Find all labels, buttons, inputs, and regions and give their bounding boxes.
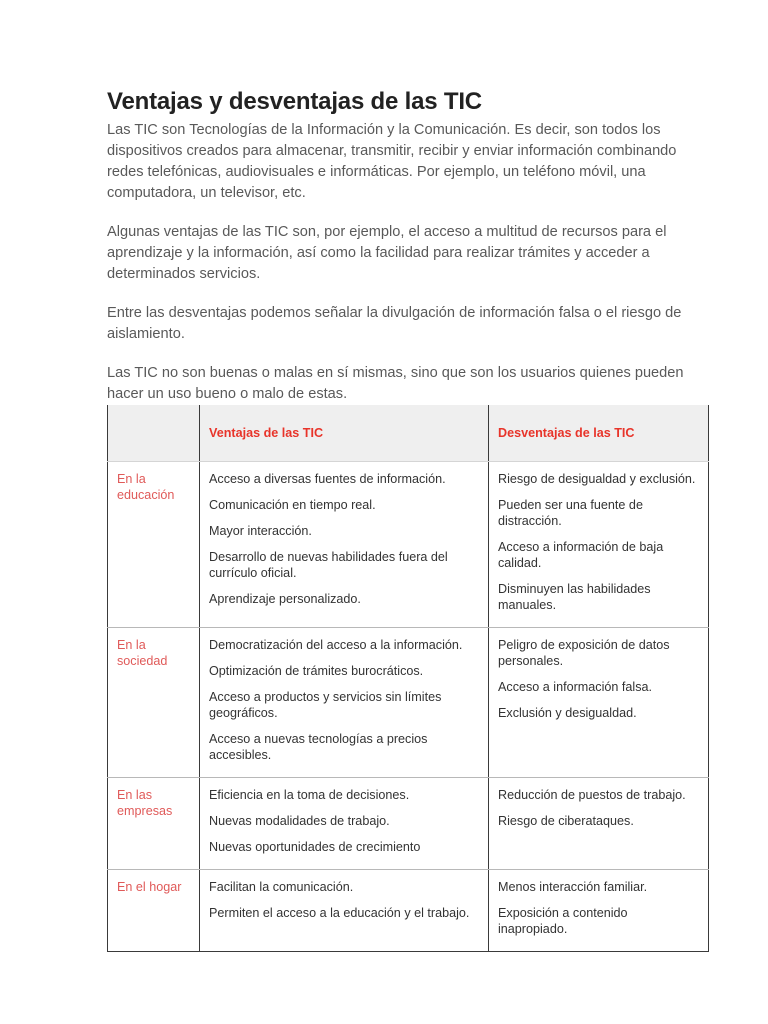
row-label: En la educación [117, 471, 175, 502]
row-label: En las empresas [117, 787, 173, 818]
list-item: Comunicación en tiempo real. [209, 497, 376, 512]
list-item: Mayor interacción. [209, 523, 312, 538]
row-label: En el hogar [117, 879, 182, 894]
row-label-cell [108, 777, 200, 869]
document-body [107, 88, 708, 405]
list-item: Pueden ser una fuente de distracción. [498, 497, 643, 528]
row-advantages-cell [200, 461, 489, 627]
list-item: Acceso a información falsa. [498, 679, 652, 694]
table-row [108, 777, 709, 869]
list-item: Eficiencia en la toma de decisiones. [209, 787, 410, 802]
row-label-cell [108, 461, 200, 627]
header-cell-advantages [200, 405, 489, 461]
list-item: Reducción de puestos de trabajo. [498, 787, 686, 802]
comparison-table-wrapper [107, 405, 708, 952]
header-disadvantages-label: Desventajas de las TIC [498, 426, 635, 440]
row-advantages-cell [200, 627, 489, 777]
list-item: Peligro de exposición de datos personales. [498, 637, 670, 668]
list-item: Disminuyen las habilidades manuales. [498, 581, 651, 612]
row-disadvantages-cell [489, 869, 709, 951]
header-cell-disadvantages [489, 405, 709, 461]
list-item: Optimización de trámites burocráticos. [209, 663, 424, 678]
page-title: Ventajas y desventajas de las TIC [107, 88, 482, 115]
list-item: Exposición a contenido inapropiado. [498, 905, 628, 936]
list-item: Acceso a diversas fuentes de información. [209, 471, 446, 486]
header-advantages-label: Ventajas de las TIC [209, 426, 324, 440]
paragraph-3: Entre las desventajas podemos señalar la divulgación de información falsa o el riesgo de aislamiento. [107, 305, 682, 342]
table-row [108, 627, 709, 777]
list-item: Acceso a productos y servicios sin límites geográficos. [209, 689, 442, 720]
list-item: Desarrollo de nuevas habilidades fuera del currículo oficial. [209, 549, 448, 580]
table-header-row [108, 405, 709, 461]
row-advantages-cell [200, 777, 489, 869]
paragraph-4: Las TIC no son buenas o malas en sí mismas, sino que son los usuarios quienes pueden hacer un uso bueno o malo de estas. [107, 365, 684, 402]
row-label: En la sociedad [117, 637, 168, 668]
row-label-cell [108, 869, 200, 951]
list-item: Riesgo de ciberataques. [498, 813, 634, 828]
row-label-cell [108, 627, 200, 777]
list-item: Permiten el acceso a la educación y el trabajo. [209, 905, 470, 920]
row-disadvantages-cell [489, 461, 709, 627]
paragraph-2: Algunas ventajas de las TIC son, por ejemplo, el acceso a multitud de recursos para el aprendizaje y la información, así como la facilidad para realizar trámites y acceder a determinados servicios. [107, 224, 667, 282]
row-disadvantages-cell [489, 777, 709, 869]
list-item: Acceso a información de baja calidad. [498, 539, 664, 570]
list-item: Aprendizaje personalizado. [209, 591, 361, 606]
paragraph-1: Las TIC son Tecnologías de la Información y la Comunicación. Es decir, son todos los dispositivos creados para almacenar, transmitir, recibir y enviar información combinando redes telefónicas, audiovisuales e informáticas. Por ejemplo, un teléfono móvil, una computadora, un televisor, etc. [107, 122, 677, 201]
header-cell-corner [108, 405, 200, 461]
table-row [108, 461, 709, 627]
list-item: Nuevas modalidades de trabajo. [209, 813, 390, 828]
row-advantages-cell [200, 869, 489, 951]
list-item: Nuevas oportunidades de crecimiento [209, 839, 421, 854]
list-item: Facilitan la comunicación. [209, 879, 354, 894]
list-item: Democratización del acceso a la información. [209, 637, 463, 652]
table-row [108, 869, 709, 951]
list-item: Acceso a nuevas tecnologías a precios accesibles. [209, 731, 428, 762]
list-item: Menos interacción familiar. [498, 879, 648, 894]
list-item: Exclusión y desigualdad. [498, 705, 637, 720]
row-disadvantages-cell [489, 627, 709, 777]
tic-comparison-table [107, 405, 709, 952]
list-item: Riesgo de desigualdad y exclusión. [498, 471, 696, 486]
